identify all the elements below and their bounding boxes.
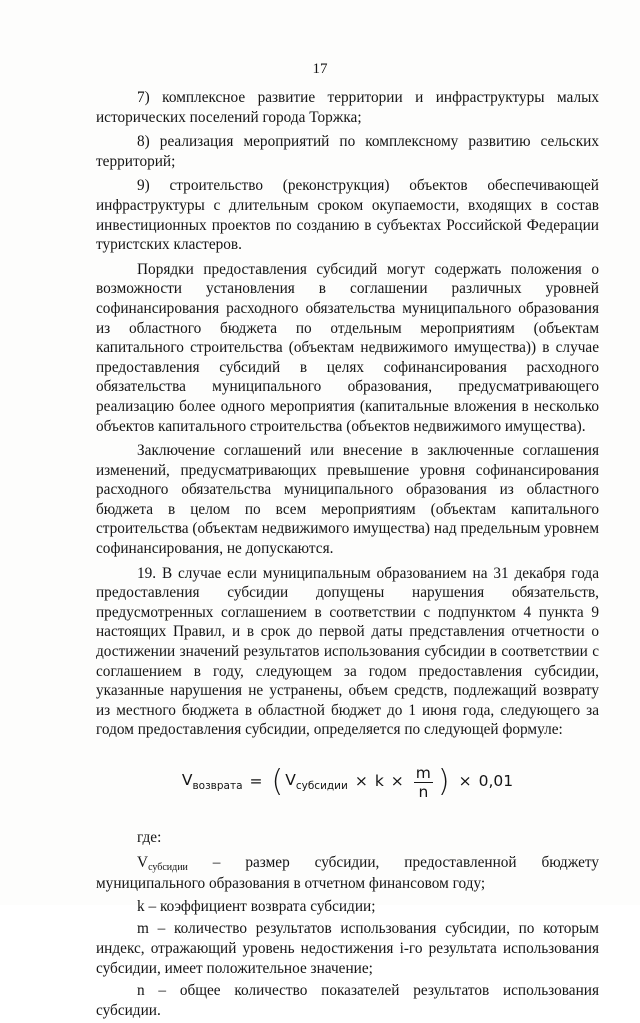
formula-lhs-subscript: возврата (192, 780, 243, 793)
definition-symbol: m (137, 920, 149, 938)
formula-k: k (374, 772, 384, 791)
formula-times-1: × (354, 772, 368, 791)
list-item-7: 7) комплексное развитие территории и инфраструктуры малых исторических поселений города Торжка; (96, 89, 599, 126)
formula-equals: = (249, 772, 263, 791)
formula-fraction (414, 765, 433, 800)
formula-subsidy-symbol: V (285, 771, 296, 790)
formula-lhs (182, 771, 243, 793)
document-body (96, 88, 599, 1023)
formula-denominator: n (418, 782, 429, 801)
formula-times-3: × (458, 772, 472, 791)
formula-subsidy-subscript: субсидии (295, 780, 348, 793)
definition-v-subsidy (96, 853, 599, 894)
definition-symbol-subscript: субсидии (148, 861, 188, 873)
list-item-8: 8) реализация мероприятий по комплексному развитию сельских территорий; (96, 133, 599, 170)
definition-symbol: k (137, 897, 145, 915)
definition-n (96, 981, 599, 1020)
definition-text: – коэффициент возврата субсидии; (144, 897, 376, 915)
list-item-9: 9) строительство (реконструкция) объектов обеспечивающей инфраструктуры с длительным сроком окупаемости, входящих в состав инвестиционных проектов по созданию в субъектах Российской Федерации туристских кластеров. (96, 177, 599, 254)
definition-text: – размер субсидии, предоставленной бюджету муниципального образования в отчетном финансовом году; (96, 853, 599, 893)
paragraph-cofinancing-levels: Порядки предоставления субсидий могут содержать положения о возможности установления в соглашении различных уровней софинансирования расходного обязательства муниципального образования из областного бюджета по отдельным мероприятиям (объектам капитального строительства (объектам недвижимого имущества)) в случае предоставления субсидий в целях софинансирования расходного обязательства муниципального образования, предусматривающего реализацию более одного мероприятия (капитальные вложения в несколько объектов капитального строительства (объектов недвижимого имущества). (96, 260, 599, 435)
formula-times-2: × (390, 772, 404, 791)
formula-lhs-symbol: V (181, 771, 193, 790)
definition-text: – общее количество показателей результатов использования субсидии. (96, 982, 599, 1019)
paragraph-agreement-changes: Заключение соглашений или внесение в заключенные соглашения изменений, предусматривающих превышение уровня софинансирования расходного обязательства муниципального образования из областного бюджета в целом по всем мероприятиям (объектам капитального строительства (объектам недвижимого имущества) над предельным уровнем софинансирования, не допускаются. (96, 442, 599, 558)
formula-coefficient: 0,01 (478, 772, 514, 791)
definition-symbol: n (137, 982, 145, 1000)
where-label: где: (137, 829, 162, 846)
page-number: 17 (312, 61, 328, 77)
formula-numerator: m (415, 763, 431, 782)
formula-subsidy-term (285, 771, 348, 793)
definition-m (96, 919, 599, 978)
return-formula (96, 745, 599, 819)
formula-open-paren: ( (271, 764, 284, 799)
paragraph-section-19: 19. В случае если муниципальным образованием на 31 декабря года предоставления субсидии допущены нарушения обязательств, предусмотренных соглашением в соответствии с подпунктом 4 пункта 9 настоящих Правил, и в срок до первой даты представления отчетности о достижении значений результатов использования субсидии в соответствии с соглашением в году, следующем за годом предоставления субсидии, указанные нарушения не устранены, объем средств, подлежащий возврату из местного бюджета в областной бюджет до 1 июня года, следующего за годом предоставления субсидии, определяется по следующей формуле: (96, 564, 599, 739)
definition-symbol: V (137, 853, 149, 871)
definition-k (96, 897, 599, 917)
definition-text: – количество результатов использования субсидии, по которым индекс, отражающий уровень недостижения i-го результата использования субсидии, имеет положительное значение; (96, 920, 599, 977)
formula-close-paren: ) (437, 764, 450, 799)
